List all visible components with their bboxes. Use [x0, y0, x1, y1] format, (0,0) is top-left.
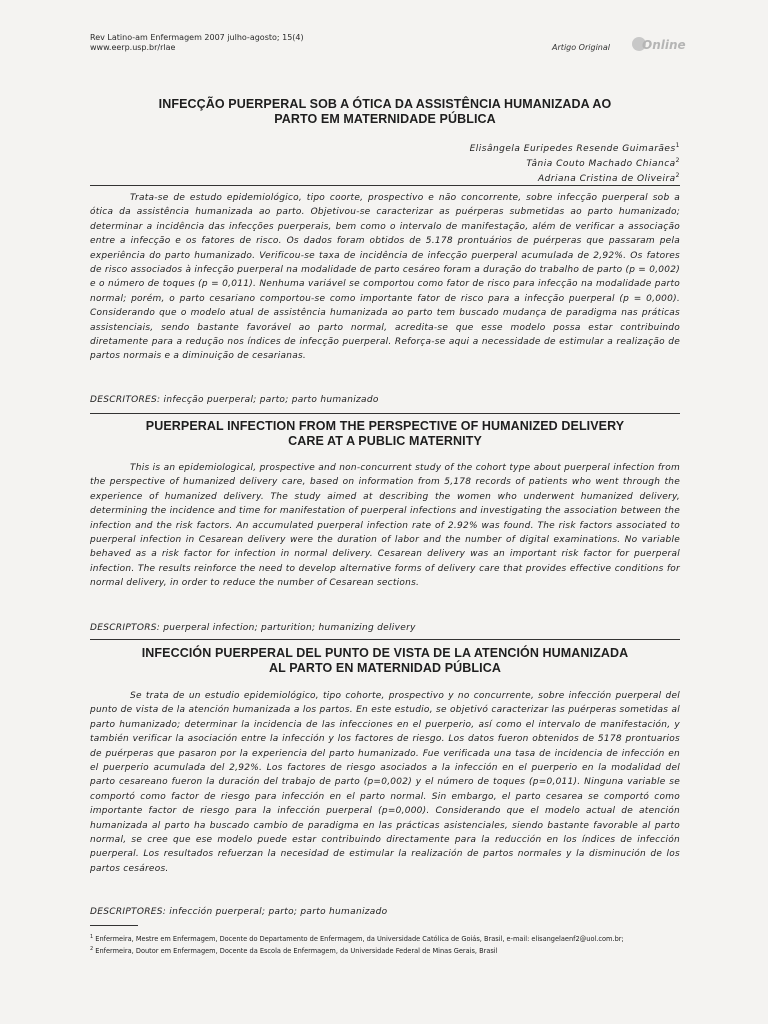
- journal-citation: Rev Latino-am Enfermagem 2007 julho-agosto; 15(4): [90, 33, 304, 42]
- footnote-divider: [90, 925, 138, 926]
- footnote-mark: 1: [90, 934, 94, 940]
- author: [90, 155, 680, 170]
- footnote: [90, 944, 690, 956]
- logo-text: Online: [642, 38, 686, 52]
- title-line: AL PARTO EN MATERNIDAD PÚBLICA: [269, 661, 501, 675]
- journal-url[interactable]: www.eerp.usp.br/rlae: [90, 43, 176, 52]
- descriptors-portuguese: DESCRITORES: infecção puerperal; parto; parto humanizado: [90, 395, 379, 405]
- title-line: PUERPERAL INFECTION FROM THE PERSPECTIVE OF HUMANIZED DELIVERY: [145, 419, 625, 433]
- section-divider: [90, 185, 680, 186]
- footnote: [90, 932, 690, 944]
- descriptors-spanish-block: [90, 906, 680, 918]
- descriptors-spanish: DESCRIPTORES: infección puerperal; parto; parto humanizado: [90, 907, 388, 917]
- descriptors-portuguese-block: [90, 394, 680, 406]
- abstract-portuguese-block: [90, 191, 680, 364]
- author-name: Adriana Cristina de Oliveira: [537, 174, 676, 184]
- footnotes: [90, 932, 690, 956]
- page-header: [90, 33, 686, 55]
- online-logo: [632, 37, 686, 53]
- abstract-english: This is an epidemiological, prospective and non-concurrent study of the cohort type about puerperal infection from the perspective of humanized delivery care, based on information from 5,178 records of patients who went through the experience of humanized delivery. The study aimed at describing the women who underwent humanized delivery, determining the incidence and time for manifestation of puerperal infections and investigating the association between the infection and the risk factors. An accumulated puerperal infection rate of 2.92% was found. The risk factors associated to puerperal infection in Cesarean delivery were the duration of labor and the number of digital examinations. No variable behaved as a risk factor for infection in normal delivery. Cesarean delivery was an important risk factor for puerperal infection. The results reinforce the need to develop alternative forms of delivery care that provides effective conditions for normal delivery, in order to reduce the number of Cesarean sections.: [90, 463, 680, 589]
- section-divider: [90, 639, 680, 640]
- title-line: PARTO EM MATERNIDADE PÚBLICA: [274, 112, 496, 126]
- title-line: INFECÇÃO PUERPERAL SOB A ÓTICA DA ASSISTÊNCIA HUMANIZADA AO: [158, 97, 612, 111]
- title-line: CARE AT A PUBLIC MATERNITY: [288, 434, 482, 448]
- abstract-spanish-block: [90, 689, 680, 876]
- author: [90, 140, 680, 155]
- title-english: [90, 419, 680, 449]
- abstract-english-block: [90, 461, 680, 591]
- footnote-text: Enfermeira, Mestre em Enfermagem, Docente do Departamento de Enfermagem, da Universidade Católica de Goiás, Brasil, e-mail: elisangelaenf2@uol.com.br;: [95, 935, 624, 944]
- descriptors-english: DESCRIPTORS: puerperal infection; parturition; humanizing delivery: [90, 623, 416, 633]
- author-affiliation-mark: 2: [675, 172, 680, 179]
- title-line: INFECCIÓN PUERPERAL DEL PUNTO DE VISTA DE LA ATENCIÓN HUMANIZADA: [141, 646, 629, 660]
- author-affiliation-mark: 1: [675, 142, 680, 149]
- descriptors-english-block: [90, 622, 680, 634]
- title-portuguese: [90, 97, 680, 127]
- author-name: Elisângela Euripedes Resende Guimarães: [469, 144, 676, 154]
- article-type-label: Artigo Original: [552, 43, 610, 52]
- author-affiliation-mark: 2: [675, 157, 680, 164]
- section-divider: [90, 413, 680, 414]
- footnote-mark: 2: [90, 946, 94, 953]
- title-spanish: [90, 646, 680, 676]
- author: [90, 170, 680, 185]
- abstract-spanish: Se trata de un estudio epidemiológico, tipo cohorte, prospectivo y no concurrente, sobre infección puerperal del punto de vista de la atención humanizada a los partos. En este estudio, se objetivó caracterizar las puérperas sometidas al parto humanizado; determinar la incidencia de las infecciones en el puerperio, así como el intervalo de manifestación, y también verificar la asociación entre la infección y los factores de riesgo. Los datos fueron obtenidos de 5178 prontuarios de puérperas que pasaron por la experiencia del parto humanizado. Fue verificada una tasa de incidencia de infección en el puerperio acumulada del 2,92%. Los factores de riesgo asociados a la infección en el puerperio en la modalidad del parto cesareano fueron la duración del trabajo de parto (p=0,002) y el número de toques (p=0,011). Ninguna variable se comportó como factor de riesgo para infección en el parto normal. Sin embargo, el parto cesarea se comportó como importante factor de riesgo para la infección puerperal (p=0,000). Considerando que el modelo actual de atención humanizada al parto ha buscado cambio de paradigma en las prácticas asistenciales, siendo bastante favorable al parto normal, se cree que ese modelo puede estar contribuindo directamente para la reducción en los índices de infección puerperal. Los resultados refuerzan la necesidad de estimular la realización de partos normales y la disminución de los partos cesáreos.: [90, 691, 680, 874]
- author-list: [90, 140, 680, 185]
- footnote-text: Enfermeira, Doutor em Enfermagem, Docente da Escola de Enfermagem, da Universidade Federal de Minas Gerais, Brasil: [95, 947, 498, 956]
- abstract-portuguese: Trata-se de estudo epidemiológico, tipo coorte, prospectivo e não concorrente, sobre infecção puerperal sob a ótica da assistência humanizada ao parto. Objetivou-se caracterizar as puérperas submetidas ao parto humanizado; determinar a incidência das infecções puerperais, bem como o intervalo de manifestação, além de verificar a associação entre a infecção e os fatores de risco. Os dados foram obtidos de 5.178 prontuários de puérperas que passaram pela experiência do parto humanizado. Verificou-se taxa de incidência de infecção puerperal acumulada de 2,92%. Os fatores de risco associados à infecção puerperal na modalidade de parto cesáreo foram a duração do trabalho de parto (p = 0,002) e o número de toques (p = 0,011). Nenhuma variável se comportou como fator de risco para infecção na modalidade parto normal; porém, o parto cesariano comportou-se como importante fator de risco para a infecção puerperal (p = 0,000). Considerando que o modelo atual de assistência humanizada ao parto tem buscado mudança de paradigma nas práticas assistenciais, sendo bastante favorável ao parto normal, acredita-se que esse modelo possa estar contribuindo diretamente para a redução nos índices de infecção puerperal. Reforça-se aqui a necessidade de estimular a realização de partos normais e a diminuição de cesarianas.: [90, 193, 680, 362]
- author-name: Tânia Couto Machado Chianca: [526, 159, 676, 169]
